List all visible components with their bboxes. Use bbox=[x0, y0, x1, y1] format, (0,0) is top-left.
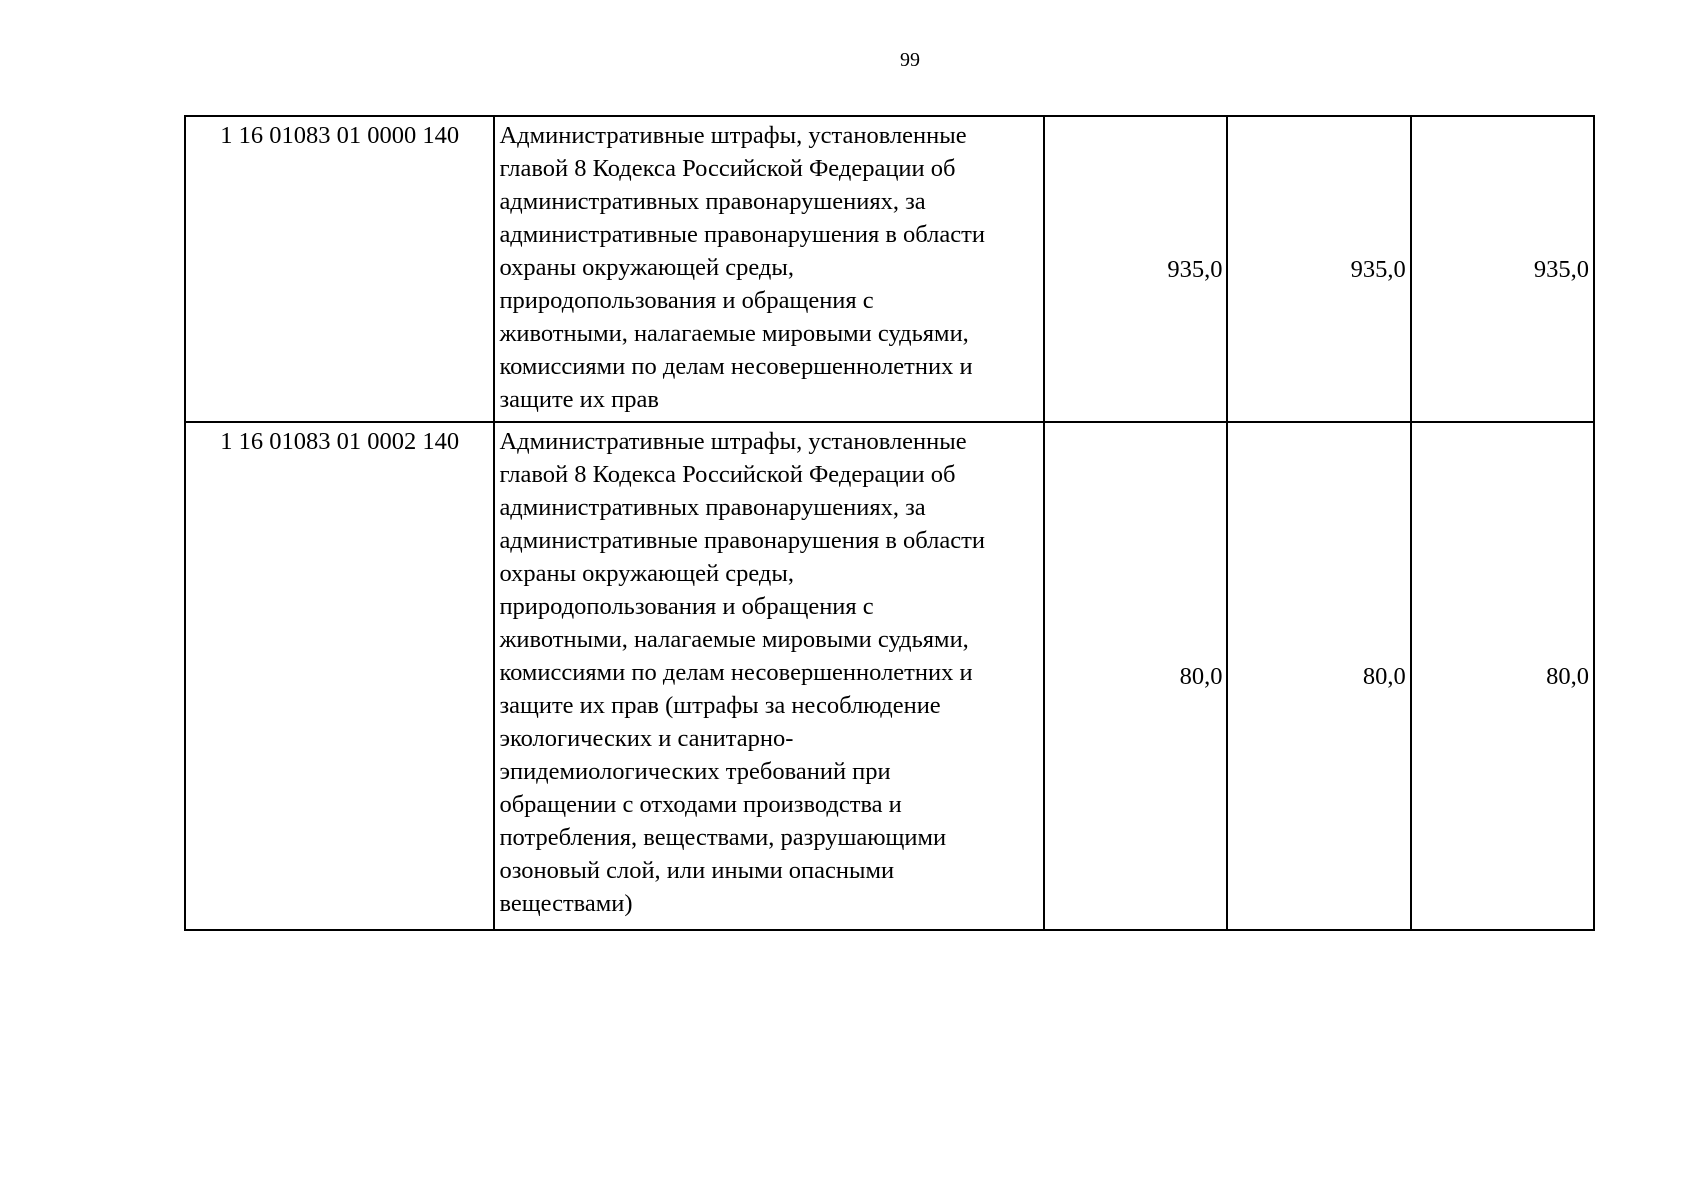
value-cell-year-3: 80,0 bbox=[1411, 422, 1594, 930]
value-cell-year-1: 80,0 bbox=[1044, 422, 1227, 930]
table-row bbox=[185, 116, 1594, 422]
page-number: 99 bbox=[900, 49, 920, 71]
budget-table bbox=[184, 115, 1595, 931]
revenue-name-cell: Административные штрафы, установленные главой 8 Кодекса Российской Федерации об административных правонарушениях, за административные правонарушения в области охраны окружающей среды, природопользования и обращения с животными, налагаемые мировыми судьями, комиссиями по делам несовершеннолетних и защите их прав (штрафы за несоблюдение экологических и санитарно- эпидемиологических требований при обращении с отходами производства и потребления, веществами, разрушающими озоновый слой, или иными опасными веществами) bbox=[494, 422, 1044, 930]
revenue-name-cell: Административные штрафы, установленные главой 8 Кодекса Российской Федерации об административных правонарушениях, за административные правонарушения в области охраны окружающей среды, природопользования и обращения с животными, налагаемые мировыми судьями, комиссиями по делам несовершеннолетних и защите их прав bbox=[494, 116, 1044, 422]
value-cell-year-3: 935,0 bbox=[1411, 116, 1594, 422]
value-cell-year-2: 80,0 bbox=[1227, 422, 1410, 930]
budget-code-cell: 1 16 01083 01 0002 140 bbox=[185, 422, 494, 930]
value-cell-year-2: 935,0 bbox=[1227, 116, 1410, 422]
budget-code-cell: 1 16 01083 01 0000 140 bbox=[185, 116, 494, 422]
value-cell-year-1: 935,0 bbox=[1044, 116, 1227, 422]
table-row bbox=[185, 422, 1594, 930]
